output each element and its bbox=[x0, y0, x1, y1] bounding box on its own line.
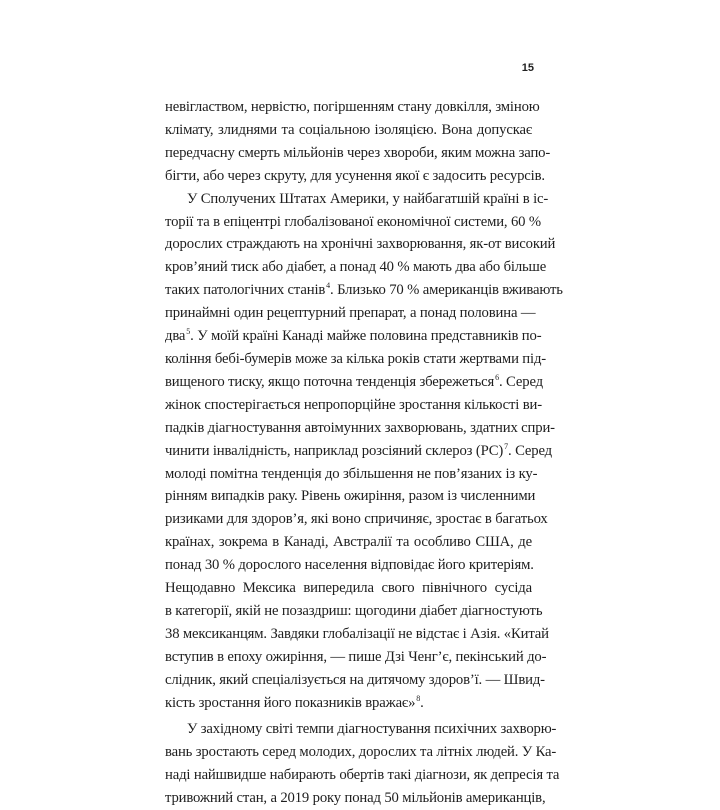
text-line: падків діагностування автоімунних захворювань, здатних спри- bbox=[165, 419, 555, 436]
text-line: У Сполучених Штатах Америки, у найбагатшій країні в іс- bbox=[187, 190, 549, 207]
text-line: таких патологічних станів$^4$. Близько 70 % американців вживають bbox=[165, 281, 563, 299]
text-line: тривожний стан, а 2019 року понад 50 мільйонів американців, bbox=[165, 790, 546, 807]
footnote-ref[interactable]: 6 bbox=[495, 372, 500, 382]
text-line: клімату, злиднями та соціальною ізоляцією. Вона допускає bbox=[165, 121, 532, 138]
footnote-ref[interactable]: 4 bbox=[326, 281, 331, 291]
text-line: ризиками для здоров’я, які воно спричиняє, зростає в багатьох bbox=[165, 511, 548, 528]
text-line: країнах, зокрема в Канаді, Австралії та особливо США, де bbox=[165, 534, 532, 551]
text-line: чинити інвалідність, наприклад розсіяний склероз (РС)$^7$. Серед bbox=[165, 441, 552, 459]
footnote-ref[interactable]: 7 bbox=[504, 441, 509, 451]
text-line: У західному світі темпи діагностування психічних захворю- bbox=[187, 721, 557, 738]
text-line: передчасну смерть мільйонів через хвороби, яким можна запо- bbox=[165, 144, 551, 161]
text-line: коління бебі-бумерів може за кілька років стати жертвами під- bbox=[165, 350, 547, 367]
text-line: вищеного тиску, якщо поточна тенденція збережеться$^6$. Серед bbox=[165, 372, 543, 390]
footnote-ref[interactable]: 5 bbox=[186, 327, 191, 337]
text-line: понад 30 % дорослого населення відповідає його критеріям. bbox=[165, 557, 534, 574]
text-line: рінням випадків раку. Рівень ожиріння, разом із численними bbox=[165, 488, 536, 505]
text-line: вступив в епоху ожиріння, — пише Дзі Ченг’є, пекінський до- bbox=[165, 648, 547, 665]
text-line: кров’яний тиск або діабет, а понад 40 % мають два або більше bbox=[165, 259, 547, 276]
text-line: Нещодавно Мексика випередила свого північного сусіда bbox=[165, 580, 532, 597]
text-line: слідник, який спеціалізується на дитячому здоров’ї. — Швид- bbox=[165, 671, 545, 688]
text-line: бігти, або через скруту, для усунення якої є задосить ресурсів. bbox=[165, 167, 545, 184]
text-line: вань зростають серед молодих, дорослих та літніх людей. У Ка- bbox=[165, 744, 557, 761]
text-line: принаймні один рецептурний препарат, а понад половина — bbox=[165, 305, 536, 322]
text-line: два$^5$. У моїй країні Канаді майже половина представників по- bbox=[165, 327, 542, 345]
footnote-ref[interactable]: 8 bbox=[416, 693, 421, 703]
paragraph-1 bbox=[165, 96, 551, 188]
text-line: в категорії, якій не позаздриш: щогодини діабет діагностують bbox=[165, 602, 543, 619]
text-line: жінок спостерігається непропорційне зростання кількості ви- bbox=[165, 396, 542, 413]
text-line: молоді помітна тенденція до збільшення не пов’язаних із ку- bbox=[165, 465, 538, 482]
paragraph-2 bbox=[165, 188, 563, 715]
text-line: торії та в епіцентрі глобалізованої економічної системи, 60 % bbox=[165, 213, 541, 230]
body-text bbox=[165, 96, 563, 810]
text-line: наді найшвидше набирають обертів такі діагнози, як депресія та bbox=[165, 767, 560, 784]
text-line: дорослих страждають на хронічні захворювання, як-от високий bbox=[165, 236, 556, 253]
text-line: кість зростання його показників вражає»$^8$. bbox=[165, 693, 424, 711]
paragraph-3 bbox=[165, 718, 560, 810]
text-line: невіглаством, нервістю, погіршенням стану довкілля, зміною bbox=[165, 99, 540, 115]
page-number: 15 bbox=[521, 62, 534, 74]
text-line: 38 мексиканцям. Завдяки глобалізації не відстає і Азія. «Китай bbox=[165, 625, 549, 642]
